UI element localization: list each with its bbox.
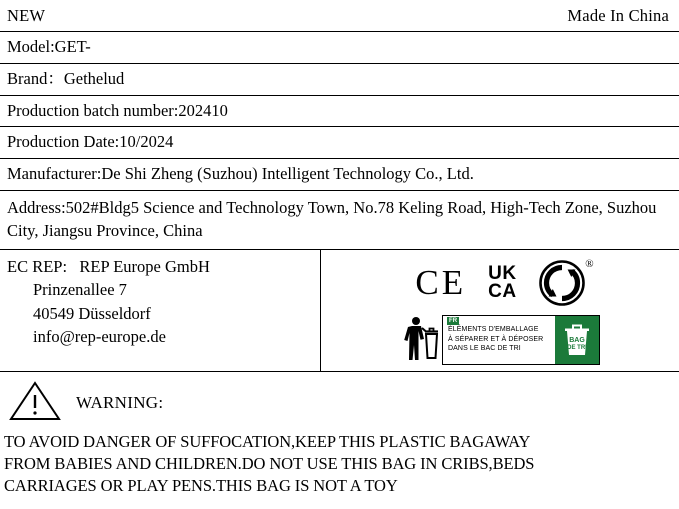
fr-badge: FR xyxy=(449,318,458,325)
ec-rep-block xyxy=(0,250,321,371)
compliance-symbols-bottom xyxy=(329,314,671,367)
ukca-line-2: CA xyxy=(488,280,517,302)
fr-line-3: DANS LE BAC DE TRI xyxy=(448,345,521,353)
compliance-symbols xyxy=(321,250,679,371)
ukca-mark-icon xyxy=(488,262,517,302)
warning-triangle-icon xyxy=(8,380,62,427)
field-production-date: Production Date:10/2024 xyxy=(0,127,679,159)
svg-text:DE TRI: DE TRI xyxy=(567,345,587,352)
warning-title: WARNING: xyxy=(76,393,164,413)
warning-line-1: TO AVOID DANGER OF SUFFOCATION,KEEP THIS PLASTIC BAGAWAY xyxy=(4,431,531,451)
green-dot-icon xyxy=(539,257,594,306)
new-label: NEW xyxy=(7,6,46,25)
field-brand: Brand：Gethelud xyxy=(0,64,679,96)
compliance-symbols-top xyxy=(329,256,671,310)
recycling-bin-icon xyxy=(555,316,599,364)
warning-text xyxy=(0,429,679,498)
ce-mark-icon: CE xyxy=(415,263,467,303)
warning-line-3: CARRIAGES OR PLAY PENS.THIS BAG IS NOT A TOY xyxy=(4,476,398,496)
triman-fr-text xyxy=(443,316,555,364)
field-model: Model:GET- xyxy=(0,32,679,64)
header-row xyxy=(0,0,679,32)
warning-line-2: FROM BABIES AND CHILDREN.DO NOT USE THIS BAG IN CRIBS,BEDS xyxy=(4,453,535,473)
field-manufacturer: Manufacturer:De Shi Zheng (Suzhou) Intelligent Technology Co., Ltd. xyxy=(0,159,679,191)
field-production-batch-number: Production batch number:202410 xyxy=(0,96,679,128)
origin-label: Made In China xyxy=(567,6,669,25)
svg-text:BAG: BAG xyxy=(569,337,585,345)
warning-header xyxy=(0,372,679,429)
fr-line-1: ÉLÉMENTS D'EMBALLAGE xyxy=(448,326,539,334)
tidyman-icon xyxy=(400,314,440,367)
triman-fr-panel xyxy=(442,315,600,365)
ec-rep-row xyxy=(0,250,679,372)
ukca-line-1: UK xyxy=(488,262,517,284)
ec-rep-line-1: EC REP: REP Europe GmbH xyxy=(7,256,210,276)
fr-line-2: À SÉPARER ET À DÉPOSER xyxy=(448,335,544,343)
ec-rep-line-2: Prinzenallee 7 xyxy=(33,280,127,300)
field-address: Address:502#Bldg5 Science and Technology Town, No.78 Keling Road, High-Tech Zone, Suzhou City, Jiangsu Province, China xyxy=(0,191,679,250)
ec-rep-line-3: 40549 Düsseldorf xyxy=(33,303,151,323)
registered-mark: ® xyxy=(585,257,594,270)
ec-rep-line-4: info@rep-europe.de xyxy=(33,326,166,346)
